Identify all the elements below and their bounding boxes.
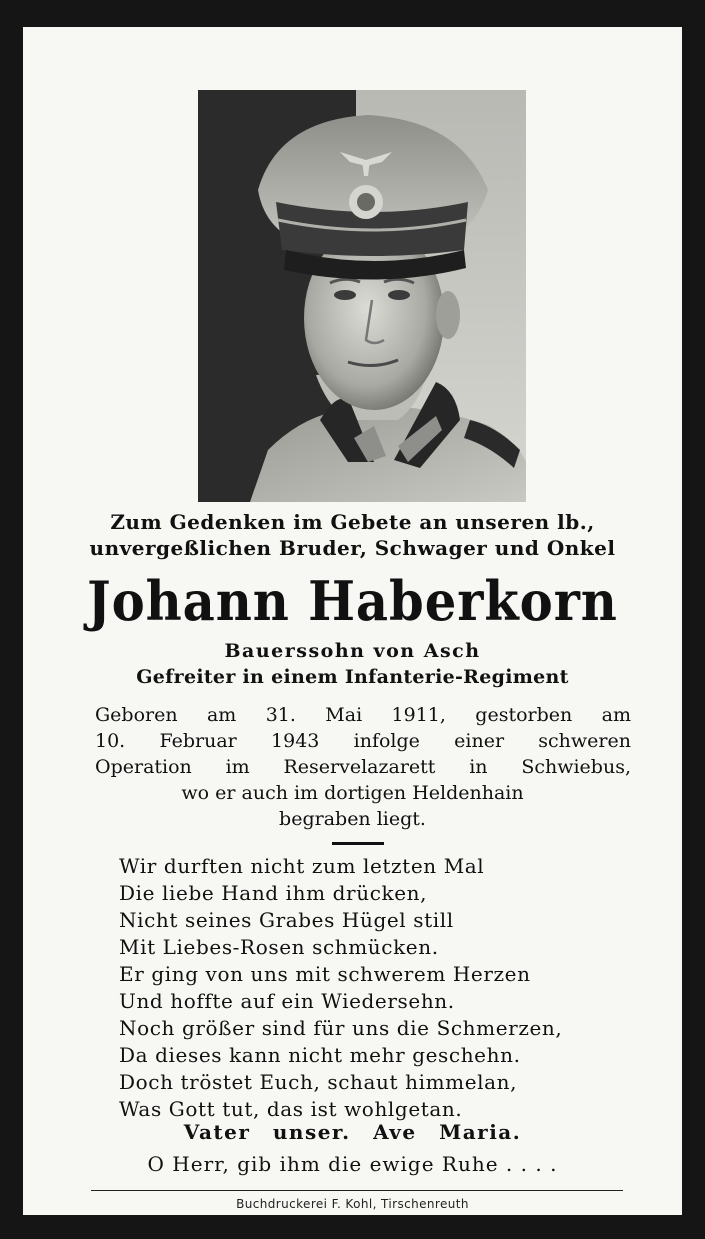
- poem-line: Da dieses kann nicht mehr geschehn.: [119, 1043, 521, 1067]
- prayer-line: O Herr, gib ihm die ewige Ruhe . . . .: [147, 1152, 558, 1176]
- intro-line-1: Zum Gedenken im Gebete an unseren lb.,: [110, 510, 595, 534]
- poem-line: Nicht seines Grabes Hügel still: [119, 908, 454, 932]
- poem-line: Mit Liebes-Rosen schmücken.: [119, 935, 439, 959]
- bio-line: 10. Februar 1943 infolge einer schweren: [95, 730, 631, 752]
- divider: [332, 842, 384, 845]
- memorial-card: [23, 27, 682, 1215]
- deceased-name: Johann Haberkorn: [87, 569, 618, 633]
- poem-line: Die liebe Hand ihm drücken,: [119, 881, 428, 905]
- prayer-line: Vater unser. Ave Maria.: [183, 1120, 522, 1144]
- footer-rule: [91, 1190, 623, 1191]
- poem-line: Noch größer sind für uns die Schmerzen,: [119, 1016, 563, 1040]
- portrait-photo: [198, 90, 526, 502]
- poem-line: Was Gott tut, das ist wohlgetan.: [119, 1097, 463, 1121]
- bio-line: begraben liegt.: [279, 808, 426, 830]
- intro-line-2: unvergeßlichen Bruder, Schwager und Onkel: [89, 536, 616, 560]
- origin-line: Bauerssohn von Asch: [224, 640, 481, 662]
- poem-line: Wir durften nicht zum letzten Mal: [119, 854, 485, 878]
- poem-line: Er ging von uns mit schwerem Herzen: [119, 962, 531, 986]
- poem-line: Und hoffte auf ein Wiedersehn.: [119, 989, 455, 1013]
- printer-credit: Buchdruckerei F. Kohl, Tirschenreuth: [236, 1197, 469, 1211]
- rank-line: Gefreiter in einem Infanterie-Regiment: [136, 666, 569, 688]
- bio-line: Geboren am 31. Mai 1911, gestorben am: [95, 704, 631, 726]
- poem-line: Doch tröstet Euch, schaut himmelan,: [119, 1070, 518, 1094]
- bio-line: wo er auch im dortigen Heldenhain: [181, 782, 524, 804]
- bio-line: Operation im Reservelazarett in Schwiebus,: [95, 756, 631, 778]
